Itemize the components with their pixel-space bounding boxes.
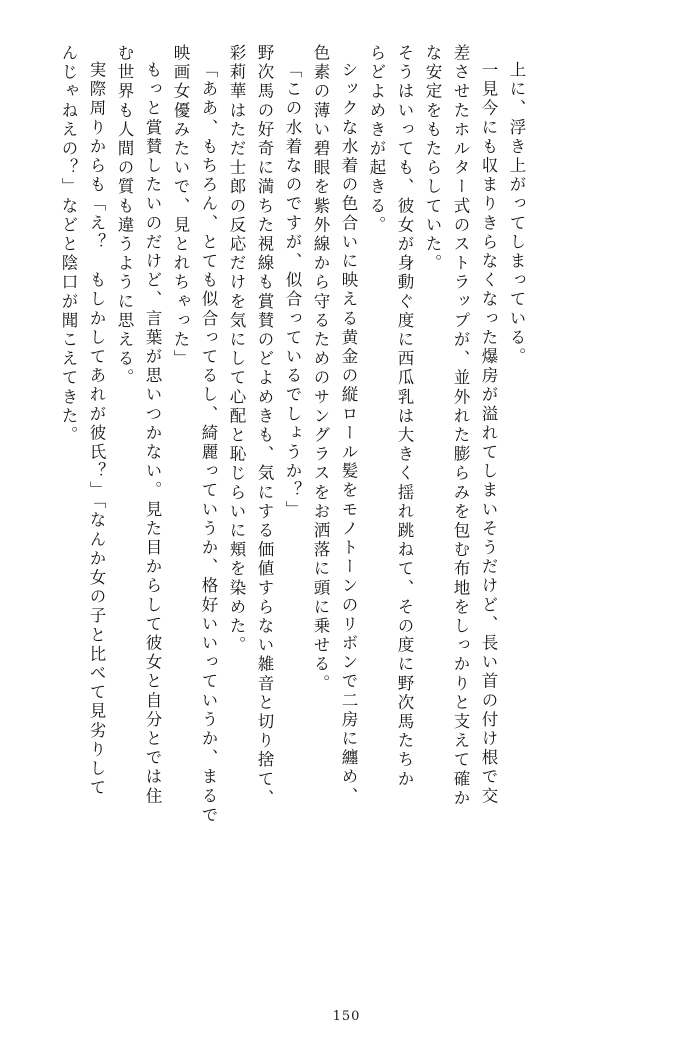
text-line: もっと賞賛したいのだけど、言葉が思いつかない。見た目からして彼女と自分とでは住 bbox=[143, 61, 162, 806]
text-line: らどよめきが起きる。 bbox=[367, 44, 386, 235]
text-line: 野次馬の好奇に満ちた視線も賞賛のどよめきも、気にする価値すらない雑音と切り捨て、 bbox=[255, 44, 274, 808]
vertical-text-block bbox=[48, 44, 645, 974]
text-line: 実際周りからも「え？ もしかしてあれが彼氏？」「なんか女の子と比べて見劣りして bbox=[87, 61, 106, 798]
text-line: 「この水着なのですが、似合っているでしょうか？」 bbox=[283, 61, 302, 520]
text-line: んじゃねえの？」などと陰口が聞こえてきた。 bbox=[59, 44, 78, 446]
text-line: 差させたホルター式のストラップが、並外れた膨らみを包む布地をしっかりと支えて確か bbox=[451, 44, 470, 808]
text-line: 映画女優みたいで、見とれちゃった」 bbox=[171, 44, 190, 369]
text-line: そうはいっても、彼女が身動ぐ度に西瓜乳は大きく揺れ跳ねて、その度に野次馬たちか bbox=[395, 44, 414, 789]
text-line: む世界も人間の質も違うように思える。 bbox=[115, 44, 134, 388]
text-line: 「ああ、もちろん、とても似合ってるし、綺麗っていうか、格好いいっていうか、まるで bbox=[199, 61, 218, 825]
text-line: な安定をもたらしていた。 bbox=[423, 44, 442, 274]
text-line: 上に、浮き上がってしまっている。 bbox=[507, 61, 526, 367]
text-line: 一見今にも収まりきらなくなった爆房が溢れてしまいそうだけど、長い首の付け根で交 bbox=[479, 61, 498, 806]
text-line: シックな水着の色合いに映える黄金の縦ロール髪をモノトーンのリボンで二房に纏め、 bbox=[339, 61, 358, 806]
text-line: 彩莉華はただ士郎の反応だけを気にして心配と恥じらいに頬を染めた。 bbox=[227, 44, 246, 656]
text-line: 色素の薄い碧眼を紫外線から守るためのサングラスをお洒落に頭に乗せる。 bbox=[311, 44, 330, 694]
page-number: 150 bbox=[332, 1009, 361, 1024]
